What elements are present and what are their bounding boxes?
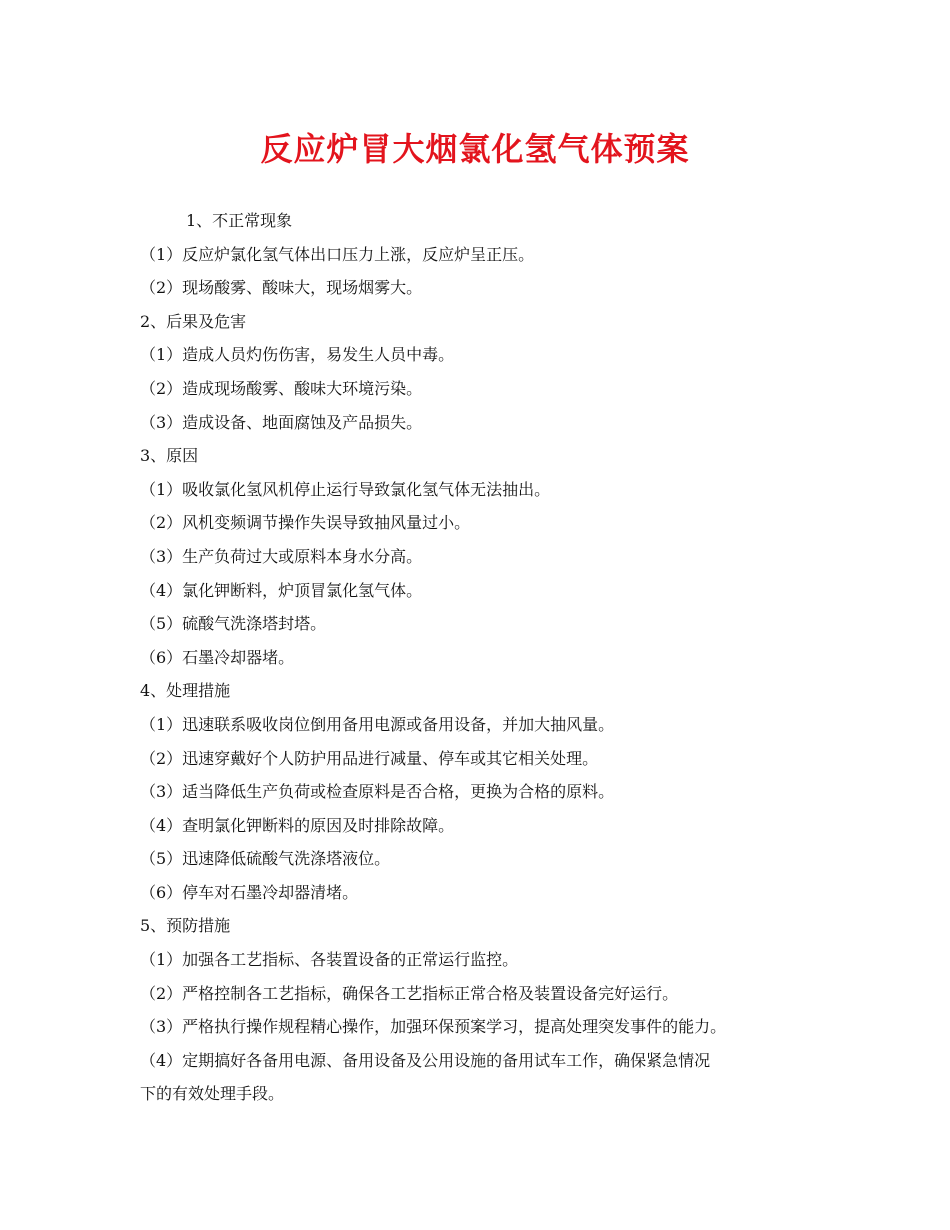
paragraph-line: （1）加强各工艺指标、各装置设备的正常运行监控。 <box>140 950 519 970</box>
section-heading: 1、不正常现象 <box>186 211 293 230</box>
paragraph-line: （4）氯化钾断料，炉顶冒氯化氢气体。 <box>140 580 423 600</box>
paragraph-line: （2）风机变频调节操作失误导致抽风量过小。 <box>140 513 471 533</box>
paragraph-line: （3）生产负荷过大或原料本身水分高。 <box>140 546 423 566</box>
section-heading: 5、预防措施 <box>140 916 231 936</box>
paragraph-line: （3）适当降低生产负荷或检查原料是否合格，更换为合格的原料。 <box>140 782 615 802</box>
paragraph-line: （3）严格执行操作规程精心操作，加强环保预案学习，提高处理突发事件的能力。 <box>140 1017 727 1037</box>
paragraph-line: （2）造成现场酸雾、酸味大环境污染。 <box>140 378 423 398</box>
paragraph-line: （6）石墨冷却器堵。 <box>140 647 295 667</box>
paragraph-line: （1）反应炉氯化氢气体出口压力上涨，反应炉呈正压。 <box>140 244 535 264</box>
paragraph-line: （1）造成人员灼伤伤害，易发生人员中毒。 <box>140 345 455 365</box>
section-heading: 4、处理措施 <box>140 681 231 701</box>
paragraph-line: （2）迅速穿戴好个人防护用品进行减量、停车或其它相关处理。 <box>140 748 599 768</box>
paragraph-line: 下的有效处理手段。 <box>140 1084 285 1104</box>
section-heading: 3、原因 <box>140 446 199 466</box>
paragraph-line: （2）严格控制各工艺指标，确保各工艺指标正常合格及装置设备完好运行。 <box>140 983 679 1003</box>
document-title: 反应炉冒大烟氯化氢气体预案 <box>260 130 690 168</box>
paragraph-line: （2）现场酸雾、酸味大，现场烟雾大。 <box>140 278 423 298</box>
document-body <box>140 204 820 1111</box>
paragraph-line: （3）造成设备、地面腐蚀及产品损失。 <box>140 412 423 432</box>
paragraph-line: （1）吸收氯化氢风机停止运行导致氯化氢气体无法抽出。 <box>140 479 551 499</box>
paragraph-line: （4）查明氯化钾断料的原因及时排除故障。 <box>140 815 455 835</box>
paragraph-line: （5）硫酸气洗涤塔封塔。 <box>140 614 327 634</box>
section-heading: 2、后果及危害 <box>140 311 247 331</box>
paragraph-line: （4）定期搞好各备用电源、备用设备及公用设施的备用试车工作，确保紧急情况 <box>140 1050 711 1070</box>
paragraph-line: （5）迅速降低硫酸气洗涤塔液位。 <box>140 849 391 869</box>
paragraph-line: （6）停车对石墨冷却器清堵。 <box>140 882 359 902</box>
paragraph-line: （1）迅速联系吸收岗位倒用备用电源或备用设备，并加大抽风量。 <box>140 714 615 734</box>
